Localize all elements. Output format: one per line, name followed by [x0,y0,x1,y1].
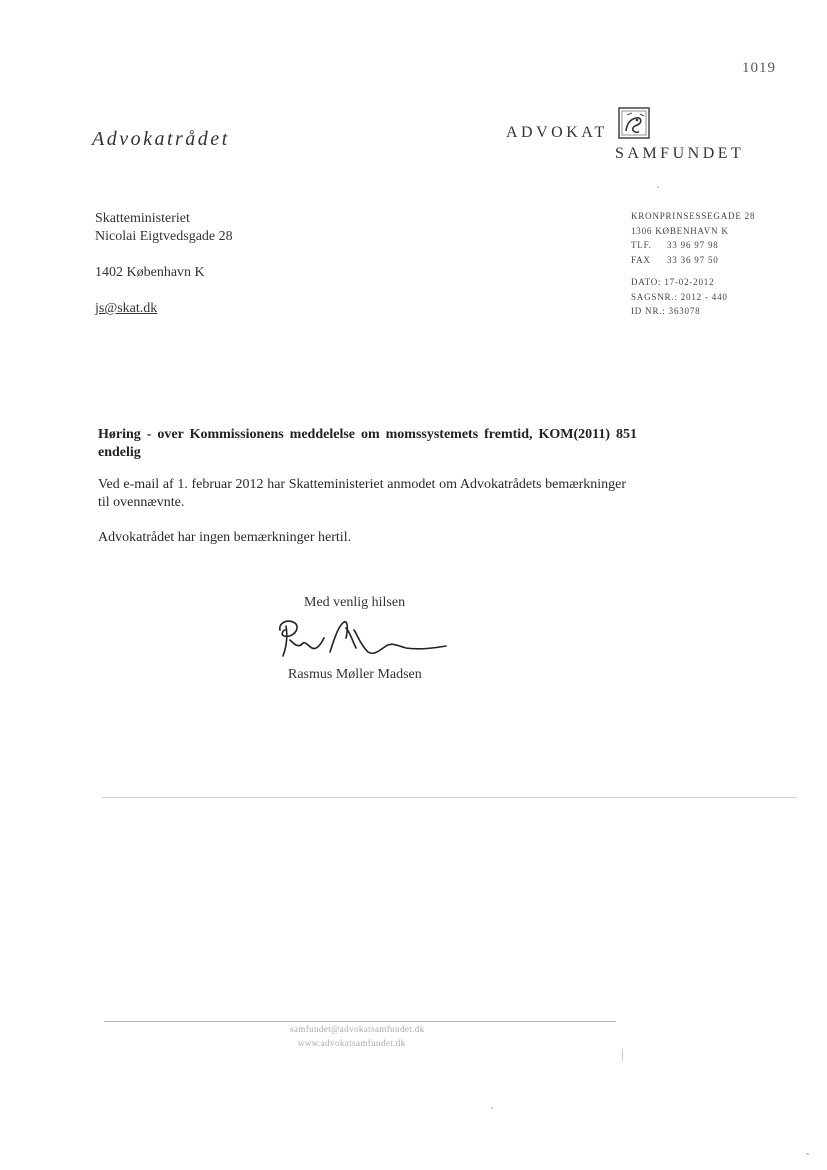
sender-phone [631,238,755,253]
fax-label: FAX [631,254,651,265]
letter-date: DATO: 17-02-2012 [631,277,715,287]
fax-value: 33 36 97 50 [667,254,719,265]
advokatsamfundet-logo-icon [618,107,650,139]
brand-name-bottom: SAMFUNDET [615,145,745,162]
phone-label: TLF. [631,240,652,250]
page-number: 1019 [742,60,776,76]
recipient-city: 1402 København K [95,265,205,280]
phone-value: 33 96 97 98 [667,240,719,250]
id-number: ID NR.: 363078 [631,306,701,316]
sender-city: 1306 KØBENHAVN K [631,225,729,236]
divider [102,797,797,798]
letter-paragraph: Advokatrådet har ingen bemærkninger hertil. [98,530,352,545]
footer-divider [104,1021,616,1022]
brand-name-top: ADVOKAT [506,124,608,141]
scan-mark [491,1107,493,1109]
scan-mark [806,1153,809,1155]
scan-mark [622,1049,623,1061]
handwritten-signature [272,616,450,664]
scan-mark [657,186,659,188]
letter-closing: Med venlig hilsen [304,595,406,610]
sender-address-block [631,209,755,319]
letter-subject: Høring - over Kommissionens meddelelse om momssystemets fremtid, KOM(2011) 851 endelig [98,427,637,460]
sender-fax [631,253,755,268]
recipient-street: Nicolai Eigtvedsgade 28 [95,229,233,244]
recipient-address [95,210,233,318]
signer-name: Rasmus Møller Madsen [288,667,422,682]
sender-street: KRONPRINSESSEGADE 28 [631,211,756,221]
case-number: SAGSNR.: 2012 - 440 [631,291,728,302]
recipient-email-link[interactable]: js@skat.dk [95,301,158,316]
footer-website: www.advokatsamfundet.dk [298,1038,406,1048]
letter-paragraph: Ved e-mail af 1. februar 2012 har Skatteministeriet anmodet om Advokatrådets bemærkninger til ovennævnte. [98,477,626,510]
recipient-name: Skatteministeriet [95,211,190,226]
footer-email: samfundet@advokatsamfundet.dk [290,1024,425,1034]
letterhead-title: Advokatrådet [92,128,230,150]
